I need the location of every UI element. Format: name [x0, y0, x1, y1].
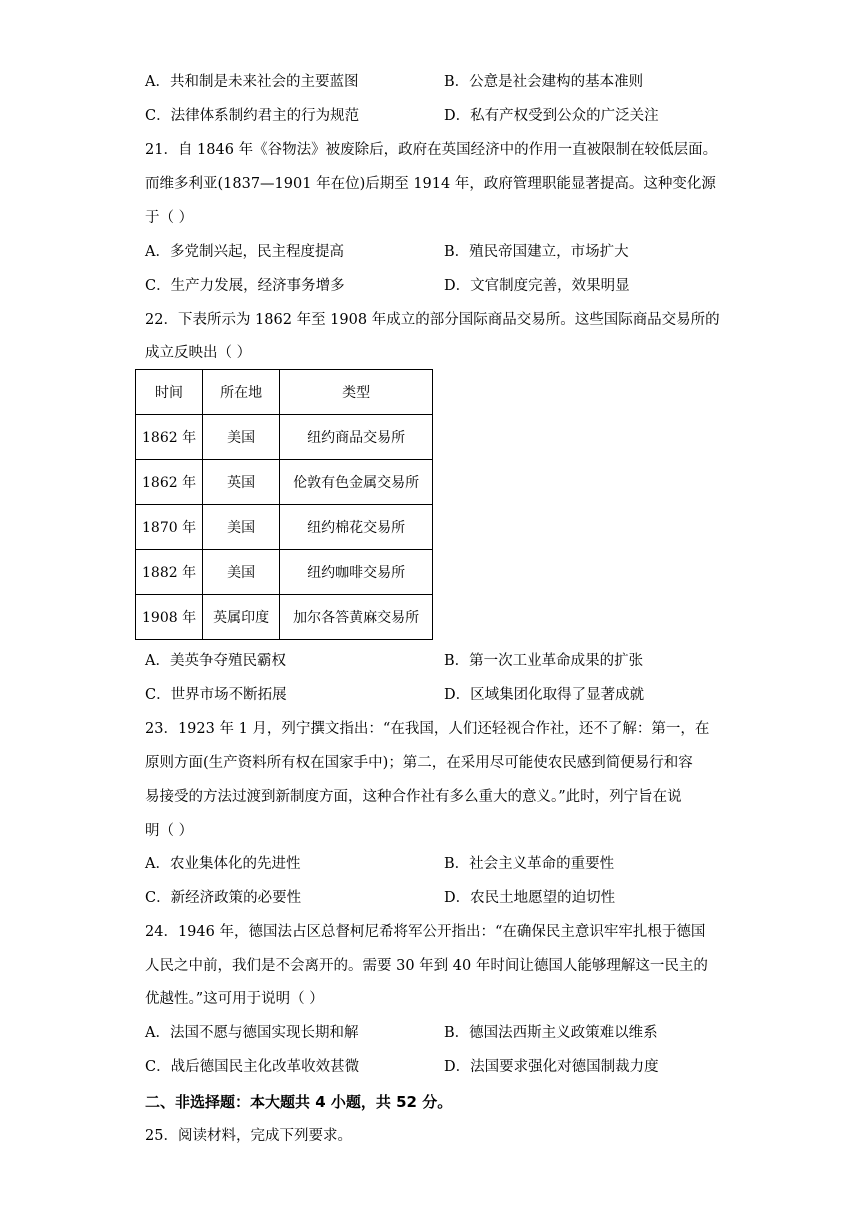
- q21-stem-line-2: 而维多利亚(1837—1901 年在位)后期至 1914 年，政府管理职能显著提高。这种变化源: [145, 176, 716, 192]
- q21-stem-line-1: 21．自 1846 年《谷物法》被废除后，政府在英国经济中的作用一直被限制在较低层面。: [145, 142, 718, 158]
- table-header-row: [136, 370, 433, 415]
- table-cell: 美国: [203, 550, 280, 595]
- q23-option-d: D．农民土地愿望的迫切性: [444, 890, 616, 906]
- table-cell: 英国: [203, 460, 280, 505]
- table-row: [136, 460, 433, 505]
- q21-option-b: B．殖民帝国建立，市场扩大: [444, 244, 629, 260]
- table-cell: 伦敦有色金属交易所: [280, 460, 433, 505]
- table-cell: 纽约咖啡交易所: [280, 550, 433, 595]
- table-row: [136, 550, 433, 595]
- table-cell: 1870 年: [136, 505, 203, 550]
- table-header-cell: 类型: [280, 370, 433, 415]
- table-cell: 1882 年: [136, 550, 203, 595]
- q23-option-c: C．新经济政策的必要性: [145, 890, 302, 906]
- q20-option-b: B．公意是社会建构的基本准则: [444, 74, 644, 90]
- q22-option-d: D．区域集团化取得了显著成就: [444, 687, 645, 703]
- q20-option-d: D．私有产权受到公众的广泛关注: [444, 108, 659, 124]
- q21-option-d: D．文官制度完善，效果明显: [444, 278, 630, 294]
- table-cell: 美国: [203, 415, 280, 460]
- table-header-cell: 所在地: [203, 370, 280, 415]
- table-cell: 美国: [203, 505, 280, 550]
- q21-option-c: C．生产力发展，经济事务增多: [145, 278, 345, 294]
- exchange-table: [135, 369, 433, 640]
- table-header-cell: 时间: [136, 370, 203, 415]
- q22-option-a: A．美英争夺殖民霸权: [145, 653, 286, 669]
- section-heading: 二、非选择题：本大题共 4 小题，共 52 分。: [145, 1093, 453, 1111]
- q20-option-a: A．共和制是未来社会的主要蓝图: [145, 74, 359, 90]
- q24-stem-line-2: 人民之中前，我们是不会离开的。需要 30 年到 40 年时间让德国人能够理解这一民主的: [145, 958, 708, 974]
- q24-option-d: D．法国要求强化对德国制裁力度: [444, 1059, 659, 1075]
- q24-stem-line-1: 24．1946 年，德国法占区总督柯尼希将军公开指出：“在确保民主意识牢牢扎根于德国: [145, 924, 706, 940]
- q24-option-c: C．战后德国民主化改革收效甚微: [145, 1059, 360, 1075]
- q23-option-a: A．农业集体化的先进性: [145, 856, 301, 872]
- q24-option-a: A．法国不愿与德国实现长期和解: [145, 1025, 359, 1041]
- table-cell: 英属印度: [203, 595, 280, 640]
- table-cell: 加尔各答黄麻交易所: [280, 595, 433, 640]
- table-cell: 纽约棉花交易所: [280, 505, 433, 550]
- table-row: [136, 415, 433, 460]
- table-row: [136, 505, 433, 550]
- q22-stem-line-1: 22．下表所示为 1862 年至 1908 年成立的部分国际商品交易所。这些国际商品交易所的: [145, 312, 720, 328]
- q24-stem-line-3: 优越性。”这可用于说明（ ）: [145, 991, 324, 1007]
- q23-stem-line-1: 23．1923 年 1 月，列宁撰文指出：“在我国，人们还轻视合作社，还不了解：第一，在: [145, 721, 710, 737]
- q22-option-c: C．世界市场不断拓展: [145, 687, 287, 703]
- table-row: [136, 595, 433, 640]
- table-cell: 1908 年: [136, 595, 203, 640]
- table-cell: 1862 年: [136, 415, 203, 460]
- q23-option-b: B．社会主义革命的重要性: [444, 856, 615, 872]
- table-cell: 纽约商品交易所: [280, 415, 433, 460]
- table-cell: 1862 年: [136, 460, 203, 505]
- q23-stem-line-2: 原则方面(生产资料所有权在国家手中)；第二，在采用尽可能使农民感到简便易行和容: [145, 755, 693, 771]
- q22-option-b: B．第一次工业革命成果的扩张: [444, 653, 644, 669]
- q21-option-a: A．多党制兴起，民主程度提高: [145, 244, 344, 260]
- q21-stem-line-3: 于（ ）: [145, 210, 194, 226]
- q25-stem-line-1: 25．阅读材料，完成下列要求。: [145, 1128, 352, 1144]
- q22-stem-line-2: 成立反映出（ ）: [145, 345, 252, 361]
- q20-option-c: C．法律体系制约君主的行为规范: [145, 108, 360, 124]
- q24-option-b: B．德国法西斯主义政策难以维系: [444, 1025, 658, 1041]
- q23-stem-line-4: 明（ ）: [145, 823, 194, 839]
- q23-stem-line-3: 易接受的方法过渡到新制度方面，这种合作社有多么重大的意义。”此时，列宁旨在说: [145, 789, 682, 805]
